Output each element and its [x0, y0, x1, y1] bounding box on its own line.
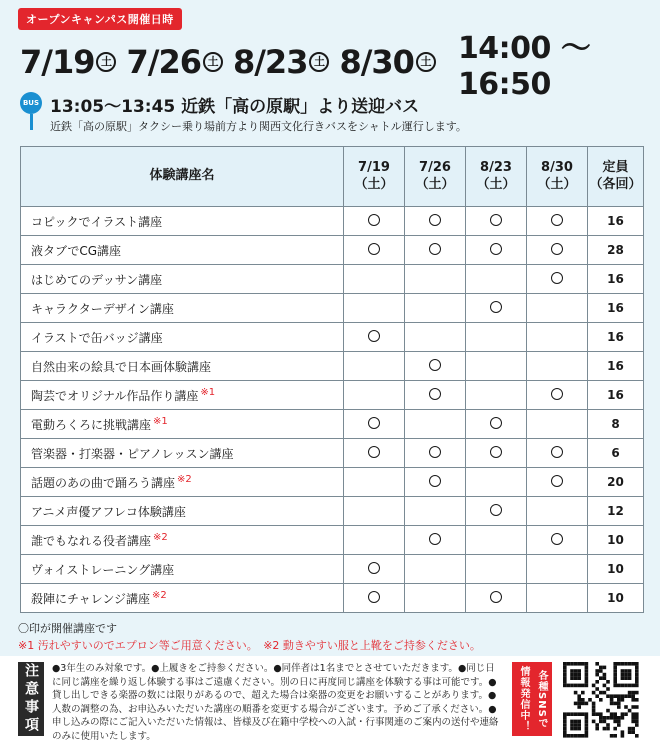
course-name: ヴォイストレーニング講座	[31, 562, 175, 577]
course-name: アニメ声優アフレコ体験講座	[31, 504, 186, 519]
notice-label: 注意事項	[18, 662, 44, 736]
session-cell	[527, 323, 588, 352]
session-cell	[527, 497, 588, 526]
header-day-text: （土）	[415, 176, 455, 192]
held-circle-icon	[429, 475, 441, 487]
header-day-text: （土）	[354, 176, 394, 192]
held-circle-icon	[368, 417, 380, 429]
capacity-cell: 16	[588, 323, 644, 352]
session-cell	[344, 381, 405, 410]
table-row	[21, 468, 644, 497]
table-row	[21, 236, 644, 265]
held-circle-icon	[368, 330, 380, 342]
bus-info	[20, 92, 650, 136]
capacity-cell: 10	[588, 526, 644, 555]
session-cell	[344, 207, 405, 236]
course-name: 陶芸でオリジナル作品作り講座	[31, 388, 199, 403]
header-day-text: （土）	[476, 176, 516, 192]
course-name: 誰でもなれる役者講座	[31, 533, 152, 548]
bus-schedule: 13:05～13:45 近鉄「高の原駅」より送迎バス	[50, 97, 420, 117]
date-item	[339, 43, 435, 81]
time-range: 14:00 ～16:50	[457, 30, 591, 102]
capacity-cell: 16	[588, 265, 644, 294]
session-cell	[405, 526, 466, 555]
date-item	[233, 43, 329, 81]
session-cell	[405, 236, 466, 265]
date-text: 8/30	[339, 43, 414, 81]
session-cell	[405, 265, 466, 294]
held-circle-icon	[429, 446, 441, 458]
header-course-name: 体験講座名	[21, 147, 344, 207]
session-cell	[527, 555, 588, 584]
course-note-mark: ※1	[200, 386, 216, 398]
course-note-mark: ※1	[153, 415, 168, 427]
table-header-row	[21, 147, 644, 207]
open-campus-badge: オープンキャンパス開催日時	[18, 8, 182, 30]
header-date	[344, 147, 405, 207]
course-note-mark: ※2	[177, 473, 192, 485]
date-item	[20, 43, 116, 81]
capacity-cell: 8	[588, 410, 644, 439]
course-table-body	[21, 207, 644, 613]
session-cell	[405, 439, 466, 468]
session-cell	[527, 526, 588, 555]
table-row	[21, 410, 644, 439]
capacity-cell: 28	[588, 236, 644, 265]
course-name: コピックでイラスト講座	[31, 214, 163, 229]
weekday-badge: 土	[203, 52, 223, 72]
table-row	[21, 439, 644, 468]
weekday-badge: 土	[309, 52, 329, 72]
header-capacity-sub: （各回）	[589, 176, 642, 192]
qr-code-icon[interactable]	[560, 660, 642, 740]
table-row	[21, 497, 644, 526]
table-row	[21, 294, 644, 323]
weekday-badge: 土	[96, 52, 116, 72]
session-cell	[405, 555, 466, 584]
held-circle-icon	[551, 214, 563, 226]
session-cell	[527, 410, 588, 439]
course-name: はじめてのデッサン講座	[31, 272, 163, 287]
table-row	[21, 381, 644, 410]
held-circle-icon	[490, 214, 502, 226]
capacity-cell: 10	[588, 584, 644, 613]
table-row	[21, 352, 644, 381]
table-row	[21, 207, 644, 236]
held-circle-icon	[551, 272, 563, 284]
session-cell	[466, 294, 527, 323]
course-name-cell	[21, 236, 344, 265]
bus-description: 近鉄「高の原駅」タクシー乗り場前方より関西文化行きバスをシャトル運行します。	[50, 120, 467, 133]
session-cell	[344, 526, 405, 555]
course-name-cell	[21, 526, 344, 555]
session-cell	[466, 381, 527, 410]
header-capacity-text: 定員	[602, 159, 629, 175]
session-cell	[527, 265, 588, 294]
session-cell	[344, 555, 405, 584]
course-name-cell	[21, 207, 344, 236]
course-name: キャラクターデザイン講座	[31, 301, 174, 316]
session-cell	[405, 381, 466, 410]
held-circle-icon	[490, 243, 502, 255]
course-name: イラストで缶バッジ講座	[31, 330, 163, 345]
capacity-cell: 20	[588, 468, 644, 497]
session-cell	[466, 236, 527, 265]
capacity-cell: 12	[588, 497, 644, 526]
notice-text: ●3年生のみ対象です。●上履きをご持参ください。●同伴者は1名までとさせていただきます。●同じ日に同じ講座を繰り返し体験する事はご遠慮ください。別の日に再度同じ講座を体験する事は可能です。●貸し出しできる楽器の数には限りがあるので、超えた場合は楽器の変更をお願いすることがあります。●人数の調整の為、お申込みいただいた講座の順番を変更する場合がございます。予めご了承ください。●申し込みの際にご記入いただいた情報は、皆様及び在籍中学校への入試・行事関連のご案内の送付や連絡のみに使用いたします。	[52, 663, 499, 742]
session-cell	[527, 236, 588, 265]
session-cell	[344, 236, 405, 265]
held-circle-icon	[490, 417, 502, 429]
session-cell	[466, 207, 527, 236]
capacity-cell: 6	[588, 439, 644, 468]
header-date-text: 8/23	[480, 159, 512, 175]
date-item	[126, 43, 222, 81]
session-cell	[344, 265, 405, 294]
capacity-cell: 10	[588, 555, 644, 584]
course-note-mark: ※2	[153, 531, 168, 543]
course-name-cell	[21, 439, 344, 468]
header-date-text: 8/30	[541, 159, 573, 175]
session-cell	[405, 497, 466, 526]
notice-section	[0, 656, 660, 742]
session-cell	[466, 439, 527, 468]
session-cell	[344, 294, 405, 323]
held-circle-icon	[429, 533, 441, 545]
course-name: 自然由来の絵具で日本画体験講座	[31, 359, 212, 374]
session-cell	[405, 468, 466, 497]
held-circle-icon	[429, 214, 441, 226]
session-cell	[344, 323, 405, 352]
session-cell	[344, 497, 405, 526]
session-cell	[344, 468, 405, 497]
date-text: 7/26	[126, 43, 201, 81]
session-cell	[344, 410, 405, 439]
session-cell	[405, 323, 466, 352]
date-text: 7/19	[20, 43, 95, 81]
session-cell	[466, 555, 527, 584]
held-circle-icon	[490, 504, 502, 516]
held-circle-icon	[368, 591, 380, 603]
session-cell	[527, 207, 588, 236]
capacity-cell: 16	[588, 381, 644, 410]
header-day-text: （土）	[537, 176, 577, 192]
session-cell	[466, 352, 527, 381]
held-circle-icon	[490, 301, 502, 313]
session-cell	[466, 497, 527, 526]
held-circle-icon	[429, 388, 441, 400]
session-cell	[527, 381, 588, 410]
held-circle-icon	[368, 446, 380, 458]
course-name-cell	[21, 584, 344, 613]
session-cell	[344, 352, 405, 381]
header-date-text: 7/26	[419, 159, 451, 175]
header-date	[405, 147, 466, 207]
legend-text: 〇印が開催講座です	[18, 622, 117, 635]
session-cell	[405, 584, 466, 613]
table-row	[21, 323, 644, 352]
held-circle-icon	[368, 243, 380, 255]
held-circle-icon	[490, 446, 502, 458]
session-cell	[466, 265, 527, 294]
course-name-cell	[21, 352, 344, 381]
held-circle-icon	[551, 446, 563, 458]
table-row	[21, 265, 644, 294]
course-name-cell	[21, 497, 344, 526]
held-circle-icon	[551, 533, 563, 545]
session-cell	[344, 584, 405, 613]
held-circle-icon	[368, 214, 380, 226]
table-row	[21, 555, 644, 584]
table-row	[21, 584, 644, 613]
course-name: 電動ろくろに挑戦講座	[31, 417, 152, 432]
session-cell	[466, 323, 527, 352]
held-circle-icon	[551, 243, 563, 255]
session-cell	[466, 410, 527, 439]
session-cell	[466, 468, 527, 497]
capacity-cell: 16	[588, 207, 644, 236]
session-cell	[527, 584, 588, 613]
capacity-cell: 16	[588, 352, 644, 381]
session-cell	[527, 294, 588, 323]
course-name-cell	[21, 323, 344, 352]
session-cell	[466, 526, 527, 555]
session-cell	[405, 207, 466, 236]
course-name-cell	[21, 381, 344, 410]
table-row	[21, 526, 644, 555]
session-cell	[527, 439, 588, 468]
header-date	[466, 147, 527, 207]
event-dates	[20, 30, 650, 102]
sns-label: 各種SNSで情報発信中！	[512, 662, 552, 736]
session-cell	[466, 584, 527, 613]
course-table	[20, 146, 644, 613]
held-circle-icon	[429, 359, 441, 371]
session-cell	[405, 352, 466, 381]
session-cell	[527, 352, 588, 381]
session-cell	[527, 468, 588, 497]
course-name-cell	[21, 410, 344, 439]
date-text: 8/23	[232, 43, 308, 81]
course-name: 液タブでCG講座	[31, 243, 122, 258]
course-name: 話題のあの曲で踊ろう講座	[31, 475, 176, 490]
session-cell	[344, 439, 405, 468]
capacity-cell: 16	[588, 294, 644, 323]
footnotes: ※1 汚れやすいのでエプロン等ご用意ください。 ※2 動きやすい服と上靴をご持参ください。	[18, 639, 481, 652]
held-circle-icon	[429, 243, 441, 255]
course-name-cell	[21, 468, 344, 497]
held-circle-icon	[551, 475, 563, 487]
course-name-cell	[21, 555, 344, 584]
header-date-text: 7/19	[358, 159, 390, 175]
weekday-badge: 土	[416, 52, 436, 72]
course-name-cell	[21, 265, 344, 294]
held-circle-icon	[368, 562, 380, 574]
session-cell	[405, 410, 466, 439]
course-name: 管楽器・打楽器・ピアノレッスン講座	[31, 446, 234, 461]
header-date	[527, 147, 588, 207]
course-name-cell	[21, 294, 344, 323]
held-circle-icon	[551, 388, 563, 400]
held-circle-icon	[490, 591, 502, 603]
bus-stop-pole	[30, 114, 33, 130]
course-name: 殺陣にチャレンジ講座	[31, 591, 151, 606]
course-note-mark: ※2	[152, 589, 167, 601]
header-capacity	[588, 147, 644, 207]
bus-stop-icon: BUS	[20, 92, 42, 114]
session-cell	[405, 294, 466, 323]
